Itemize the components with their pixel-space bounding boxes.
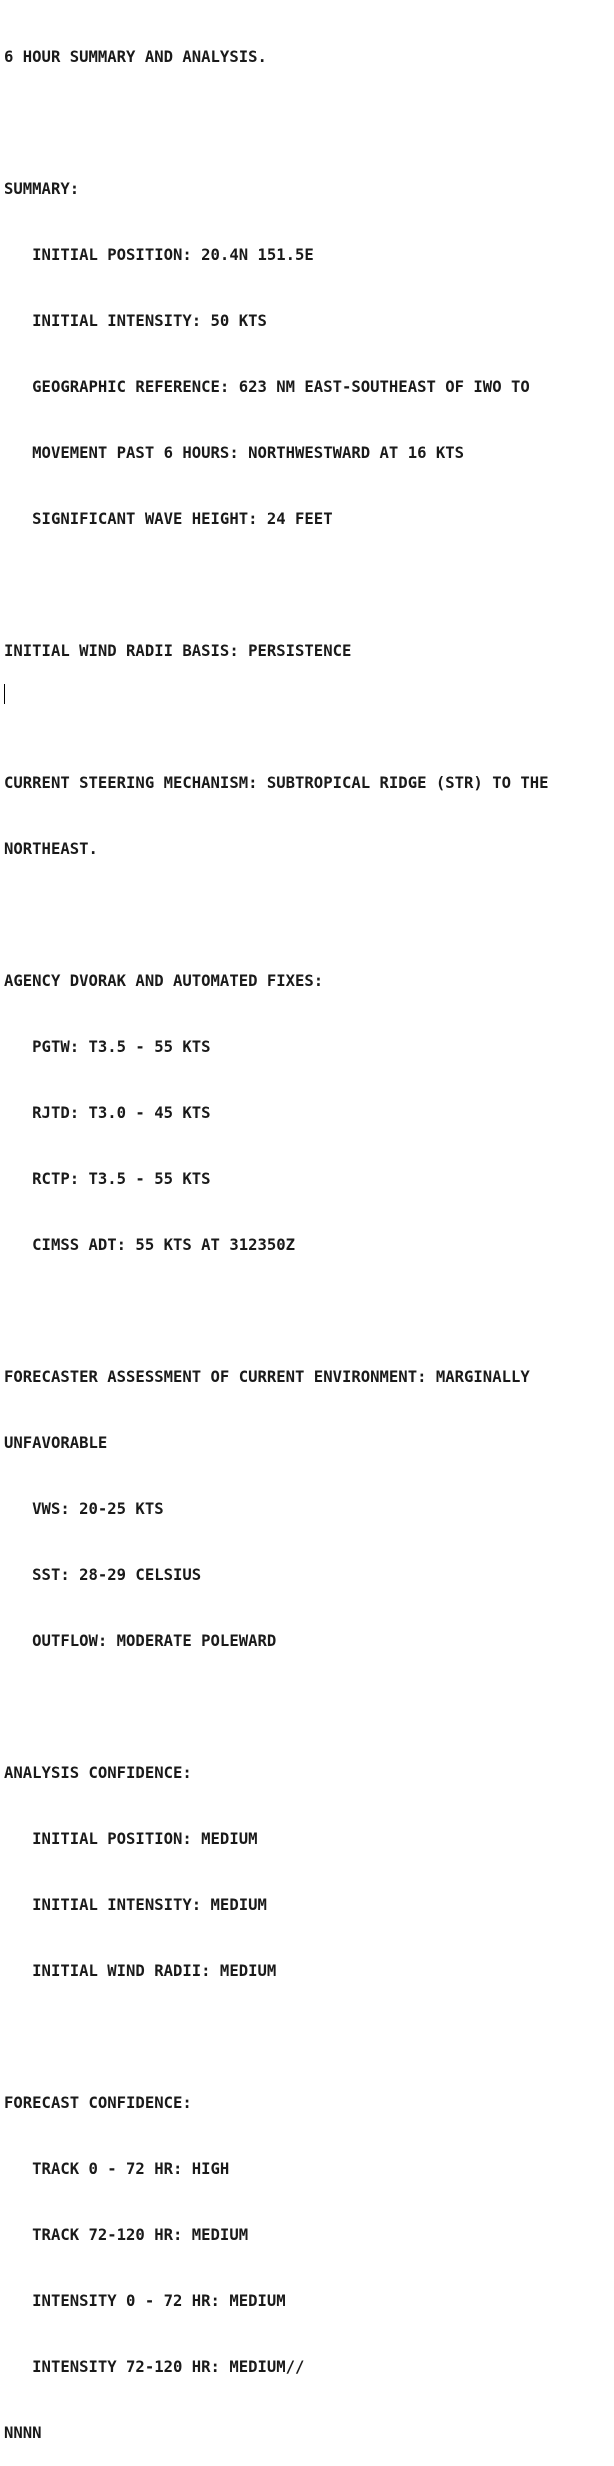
environment-sst: SST: 28-29 CELSIUS (4, 1566, 202, 1584)
summary-initial-position: INITIAL POSITION: 20.4N 151.5E (4, 246, 314, 264)
forecast-track-72-120: TRACK 72-120 HR: MEDIUM (4, 2226, 249, 2244)
forecast-track-0-72: TRACK 0 - 72 HR: HIGH (4, 2160, 230, 2178)
summary-initial-intensity: INITIAL INTENSITY: 50 KTS (4, 312, 267, 330)
analysis-initial-intensity: INITIAL INTENSITY: MEDIUM (4, 1896, 267, 1914)
environment-vws: VWS: 20-25 KTS (4, 1500, 164, 1518)
analysis-initial-position: INITIAL POSITION: MEDIUM (4, 1830, 258, 1848)
summary-wave-height: SIGNIFICANT WAVE HEIGHT: 24 FEET (4, 510, 333, 528)
fix-cimss-adt: CIMSS ADT: 55 KTS AT 312350Z (4, 1236, 296, 1254)
environment-continued: UNFAVORABLE (4, 1434, 108, 1452)
blank-line (4, 2026, 549, 2048)
section-heading-forecast-confidence: FORECAST CONFIDENCE: (4, 2094, 192, 2112)
end-marker: NNNN (4, 2424, 42, 2442)
section-heading-analysis-confidence: ANALYSIS CONFIDENCE: (4, 1764, 192, 1782)
forecast-intensity-0-72: INTENSITY 0 - 72 HR: MEDIUM (4, 2292, 286, 2310)
section-heading-dvorak-fixes: AGENCY DVORAK AND AUTOMATED FIXES: (4, 972, 324, 990)
document-title: 6 HOUR SUMMARY AND ANALYSIS. (4, 48, 267, 66)
steering-mechanism: CURRENT STEERING MECHANISM: SUBTROPICAL RIDGE (STR) TO THE (4, 774, 549, 792)
document-text-body[interactable] (4, 2, 549, 2466)
blank-line (4, 904, 549, 926)
blank-line (4, 1300, 549, 1322)
fix-rjtd: RJTD: T3.0 - 45 KTS (4, 1104, 211, 1122)
blank-line (4, 1696, 549, 1718)
blank-line (4, 112, 549, 134)
wind-radii-basis: INITIAL WIND RADII BASIS: PERSISTENCE (4, 642, 352, 660)
blank-line (4, 706, 549, 728)
forecast-intensity-72-120: INTENSITY 72-120 HR: MEDIUM// (4, 2358, 305, 2376)
summary-movement: MOVEMENT PAST 6 HOURS: NORTHWESTWARD AT 16 KTS (4, 444, 465, 462)
fix-pgtw: PGTW: T3.5 - 55 KTS (4, 1038, 211, 1056)
steering-mechanism-continued: NORTHEAST. (4, 840, 98, 858)
section-heading-summary: SUMMARY: (4, 180, 80, 198)
blank-line (4, 574, 549, 596)
fix-rctp: RCTP: T3.5 - 55 KTS (4, 1170, 211, 1188)
summary-geographic-reference: GEOGRAPHIC REFERENCE: 623 NM EAST-SOUTHEAST OF IWO TO (4, 378, 530, 396)
environment-outflow: OUTFLOW: MODERATE POLEWARD (4, 1632, 277, 1650)
analysis-initial-wind-radii: INITIAL WIND RADII: MEDIUM (4, 1962, 277, 1980)
text-cursor (4, 684, 5, 704)
section-heading-environment: FORECASTER ASSESSMENT OF CURRENT ENVIRONMENT: MARGINALLY (4, 1368, 530, 1386)
